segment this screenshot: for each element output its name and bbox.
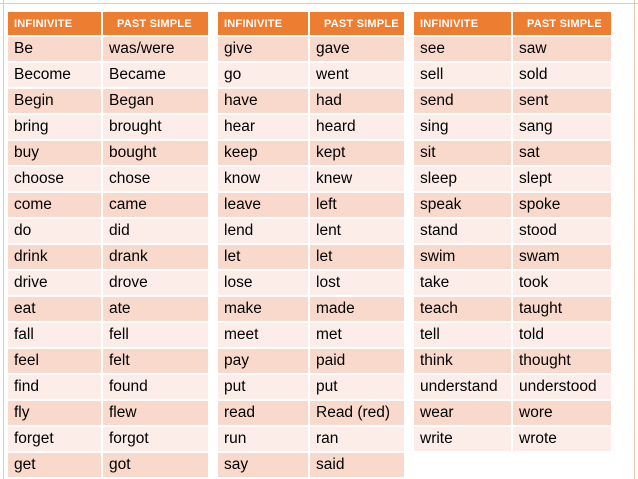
infinitive-cell: teach (414, 297, 513, 323)
past-simple-cell: drank (103, 245, 208, 271)
table-row (218, 427, 404, 453)
table-row (8, 167, 208, 193)
infinitive-cell: put (218, 375, 310, 401)
infinitive-cell: lend (218, 219, 310, 245)
past-simple-cell: ran (310, 427, 404, 453)
infinitive-cell: understand (414, 375, 513, 401)
table-row (218, 401, 404, 427)
infinitive-cell: come (8, 193, 103, 219)
past-simple-cell: had (310, 89, 404, 115)
infinitive-cell: stand (414, 219, 513, 245)
infinitive-cell: drink (8, 245, 103, 271)
infinitive-cell: fall (8, 323, 103, 349)
infinitive-cell: Become (8, 63, 103, 89)
infinitive-cell: give (218, 37, 310, 63)
past-simple-cell: sang (513, 115, 611, 141)
past-simple-cell: put (310, 375, 404, 401)
infinitive-cell: sit (414, 141, 513, 167)
past-simple-cell: drove (103, 271, 208, 297)
past-simple-cell: paid (310, 349, 404, 375)
past-simple-cell: heard (310, 115, 404, 141)
infinitive-cell: know (218, 167, 310, 193)
table-row (218, 89, 404, 115)
table-row (8, 271, 208, 297)
table-row (8, 245, 208, 271)
table-row (8, 375, 208, 401)
past-simple-cell: bought (103, 141, 208, 167)
past-simple-cell: was/were (103, 37, 208, 63)
infinitive-cell: meet (218, 323, 310, 349)
table-row (8, 453, 208, 479)
table-row (218, 297, 404, 323)
header-infinitive: INFINIVITE (414, 12, 513, 37)
infinitive-cell: think (414, 349, 513, 375)
past-simple-cell: swam (513, 245, 611, 271)
header-past-simple: PAST SIMPLE (310, 12, 404, 37)
infinitive-cell: say (218, 453, 310, 479)
past-simple-cell: sat (513, 141, 611, 167)
table-row (218, 349, 404, 375)
table-row (218, 219, 404, 245)
table-header-row (414, 12, 611, 37)
infinitive-cell: drive (8, 271, 103, 297)
header-past-simple: PAST SIMPLE (103, 12, 208, 37)
table-row (414, 297, 611, 323)
infinitive-cell: find (8, 375, 103, 401)
slide-border-left (3, 0, 4, 479)
slide-border-top (0, 3, 638, 4)
infinitive-cell: tell (414, 323, 513, 349)
table-row (218, 167, 404, 193)
table-header-row (8, 12, 208, 37)
infinitive-cell: write (414, 427, 513, 453)
past-simple-cell: stood (513, 219, 611, 245)
table-row (8, 427, 208, 453)
infinitive-cell: Begin (8, 89, 103, 115)
table-row (218, 115, 404, 141)
past-simple-cell: knew (310, 167, 404, 193)
infinitive-cell: have (218, 89, 310, 115)
past-simple-cell: said (310, 453, 404, 479)
infinitive-cell: leave (218, 193, 310, 219)
past-simple-cell: went (310, 63, 404, 89)
table-row (414, 427, 611, 453)
past-simple-cell: found (103, 375, 208, 401)
past-simple-cell: saw (513, 37, 611, 63)
past-simple-cell: ate (103, 297, 208, 323)
table-row (218, 37, 404, 63)
past-simple-cell: sold (513, 63, 611, 89)
table-row (414, 167, 611, 193)
slide-border-right (634, 0, 635, 479)
table-row (414, 219, 611, 245)
header-past-simple: PAST SIMPLE (513, 12, 611, 37)
infinitive-cell: eat (8, 297, 103, 323)
infinitive-cell: sleep (414, 167, 513, 193)
infinitive-cell: read (218, 401, 310, 427)
table-row (414, 401, 611, 427)
infinitive-cell: forget (8, 427, 103, 453)
infinitive-cell: make (218, 297, 310, 323)
table-row (414, 63, 611, 89)
infinitive-cell: go (218, 63, 310, 89)
table-row (8, 63, 208, 89)
past-simple-cell: flew (103, 401, 208, 427)
table-row (8, 219, 208, 245)
verb-table-2 (218, 12, 404, 479)
verb-table-1 (8, 12, 208, 479)
infinitive-cell: lose (218, 271, 310, 297)
past-simple-cell: chose (103, 167, 208, 193)
past-simple-cell: taught (513, 297, 611, 323)
table-row (218, 245, 404, 271)
table-row (218, 375, 404, 401)
infinitive-cell: do (8, 219, 103, 245)
table-row (8, 89, 208, 115)
table-row (218, 453, 404, 479)
past-simple-cell: took (513, 271, 611, 297)
header-infinitive: INFINIVITE (218, 12, 310, 37)
table-row (8, 297, 208, 323)
past-simple-cell: told (513, 323, 611, 349)
table-row (414, 349, 611, 375)
infinitive-cell: keep (218, 141, 310, 167)
past-simple-cell: came (103, 193, 208, 219)
past-simple-cell: fell (103, 323, 208, 349)
infinitive-cell: choose (8, 167, 103, 193)
verb-table-3 (414, 12, 611, 453)
past-simple-cell: slept (513, 167, 611, 193)
table-row (414, 141, 611, 167)
table-row (218, 141, 404, 167)
past-simple-cell: met (310, 323, 404, 349)
infinitive-cell: buy (8, 141, 103, 167)
table-row (414, 37, 611, 63)
infinitive-cell: hear (218, 115, 310, 141)
table-row (414, 375, 611, 401)
past-simple-cell: made (310, 297, 404, 323)
infinitive-cell: send (414, 89, 513, 115)
past-simple-cell: Read (red) (310, 401, 404, 427)
table-row (218, 63, 404, 89)
past-simple-cell: understood (513, 375, 611, 401)
past-simple-cell: forgot (103, 427, 208, 453)
past-simple-cell: got (103, 453, 208, 479)
table-row (218, 193, 404, 219)
past-simple-cell: spoke (513, 193, 611, 219)
infinitive-cell: let (218, 245, 310, 271)
infinitive-cell: run (218, 427, 310, 453)
past-simple-cell: kept (310, 141, 404, 167)
table-row (8, 323, 208, 349)
table-row (8, 37, 208, 63)
past-simple-cell: gave (310, 37, 404, 63)
table-row (414, 193, 611, 219)
infinitive-cell: Be (8, 37, 103, 63)
header-infinitive: INFINIVITE (8, 12, 103, 37)
table-row (8, 349, 208, 375)
past-simple-cell: brought (103, 115, 208, 141)
past-simple-cell: Became (103, 63, 208, 89)
infinitive-cell: pay (218, 349, 310, 375)
table-row (8, 141, 208, 167)
table-row (218, 323, 404, 349)
infinitive-cell: sell (414, 63, 513, 89)
infinitive-cell: get (8, 453, 103, 479)
infinitive-cell: see (414, 37, 513, 63)
table-header-row (218, 12, 404, 37)
past-simple-cell: wrote (513, 427, 611, 453)
past-simple-cell: felt (103, 349, 208, 375)
table-row (8, 115, 208, 141)
past-simple-cell: thought (513, 349, 611, 375)
table-row (414, 271, 611, 297)
infinitive-cell: sing (414, 115, 513, 141)
table-row (218, 271, 404, 297)
infinitive-cell: feel (8, 349, 103, 375)
infinitive-cell: bring (8, 115, 103, 141)
past-simple-cell: Began (103, 89, 208, 115)
past-simple-cell: lent (310, 219, 404, 245)
table-row (8, 401, 208, 427)
infinitive-cell: take (414, 271, 513, 297)
infinitive-cell: wear (414, 401, 513, 427)
infinitive-cell: swim (414, 245, 513, 271)
infinitive-cell: speak (414, 193, 513, 219)
table-row (414, 323, 611, 349)
infinitive-cell: fly (8, 401, 103, 427)
past-simple-cell: lost (310, 271, 404, 297)
past-simple-cell: let (310, 245, 404, 271)
table-row (8, 193, 208, 219)
table-row (414, 115, 611, 141)
past-simple-cell: sent (513, 89, 611, 115)
past-simple-cell: did (103, 219, 208, 245)
past-simple-cell: wore (513, 401, 611, 427)
table-row (414, 245, 611, 271)
table-row (414, 89, 611, 115)
past-simple-cell: left (310, 193, 404, 219)
